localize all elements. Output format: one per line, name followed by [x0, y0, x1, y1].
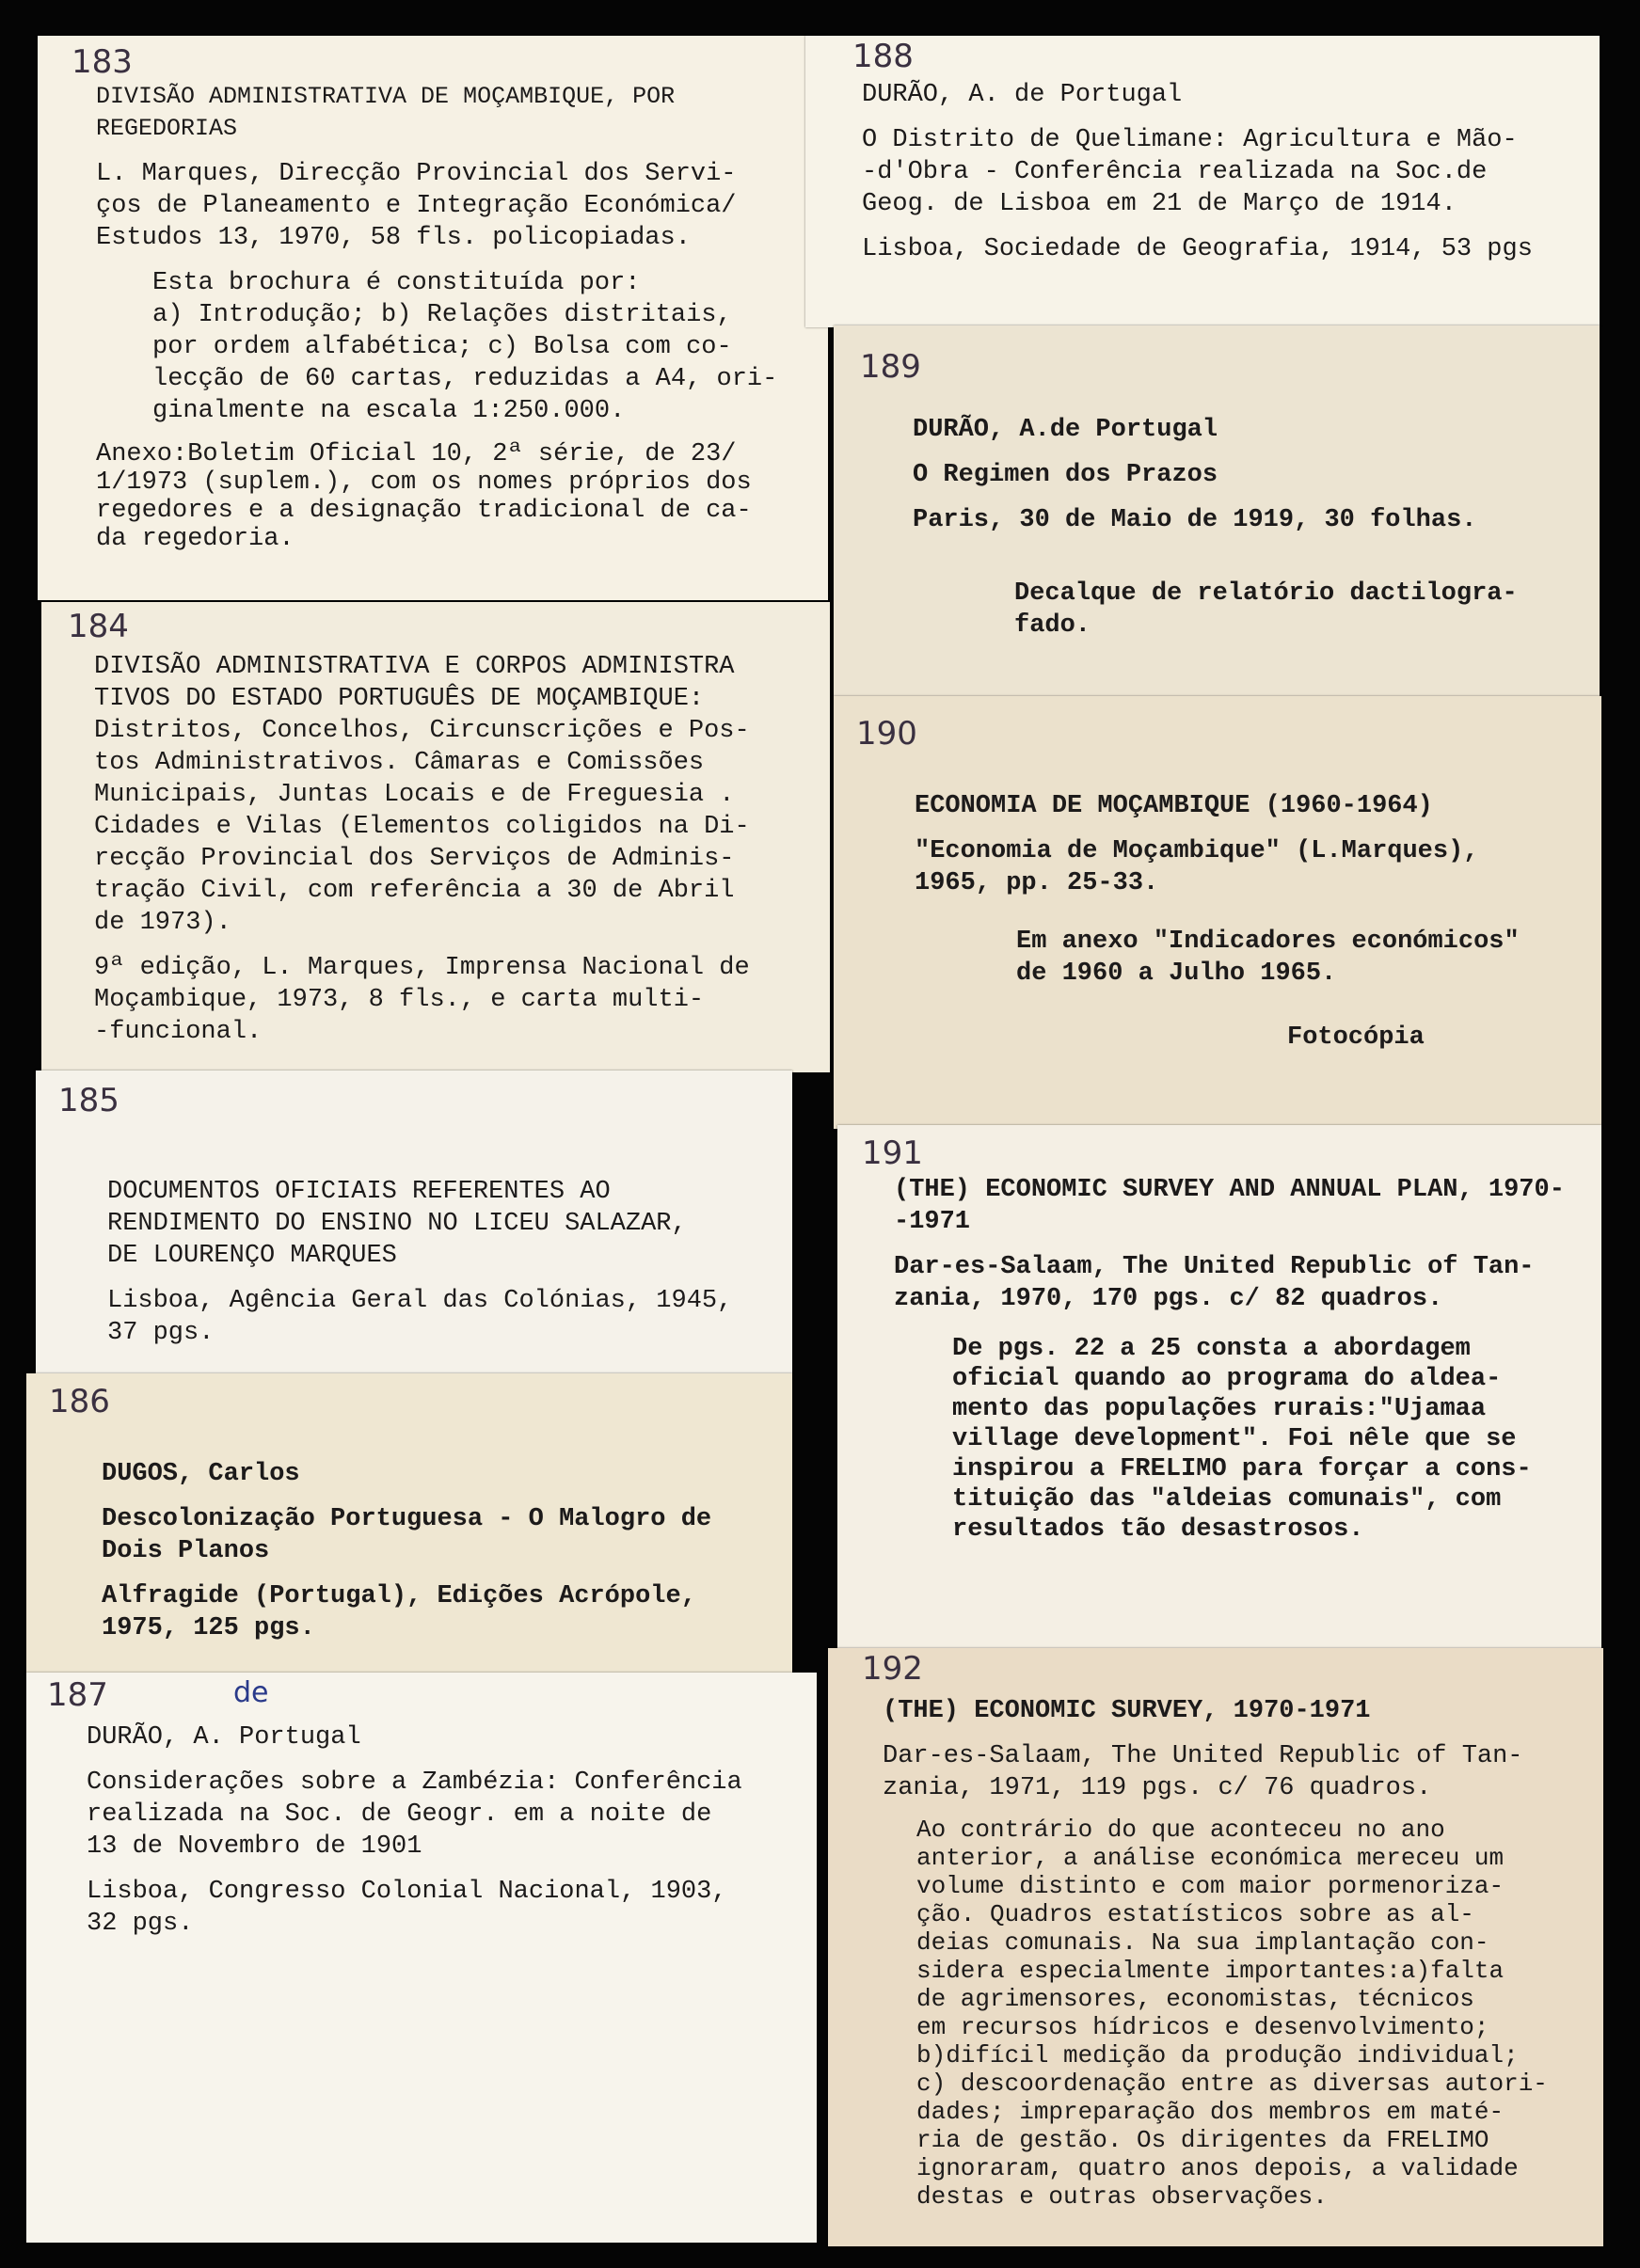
card-number: 185: [58, 1082, 119, 1119]
card-author: DURÃO, A. Portugal: [87, 1723, 361, 1752]
card-publication: 9ª edição, L. Marques, Imprensa Nacional de Moçambique, 1973, 8 fls., e carta multi- -funcional.: [94, 954, 750, 1046]
card-number: 188: [852, 38, 914, 75]
catalog-card-186: [26, 1373, 792, 1676]
card-publication: Lisboa, Agência Geral das Colónias, 1945, 37 pgs.: [107, 1287, 733, 1347]
card-title: (THE) ECONOMIC SURVEY, 1970-1971: [883, 1697, 1371, 1725]
card-title: DIVISÃO ADMINISTRATIVA DE MOÇAMBIQUE, POR REGEDORIAS: [96, 83, 676, 142]
card-format: Fotocópia: [1287, 1023, 1425, 1052]
card-number: 192: [862, 1650, 923, 1688]
card-publication: Lisboa, Sociedade de Geografia, 1914, 53 pgs: [862, 235, 1533, 263]
card-publication: Lisboa, Congresso Colonial Nacional, 1903, 32 pgs.: [87, 1878, 727, 1938]
card-title: ECONOMIA DE MOÇAMBIQUE (1960-1964): [915, 792, 1433, 820]
card-author: DUGOS, Carlos: [102, 1460, 300, 1488]
card-title: DOCUMENTOS OFICIAIS REFERENTES AO RENDIMENTO DO ENSINO NO LICEU SALAZAR, DE LOURENÇO MARQUES: [107, 1178, 687, 1270]
card-number: 190: [856, 715, 917, 753]
handwritten-correction: de: [233, 1676, 269, 1709]
card-title: O Regimen dos Prazos: [913, 461, 1218, 489]
catalog-card-191: [837, 1125, 1601, 1652]
card-note: Esta brochura é constituída por: a) Introdução; b) Relações distritais, por ordem alfabética; c) Bolsa com co- lecção de 60 cartas, reduzidas a A4, ori- ginalmente na escala 1:250.000.: [152, 269, 778, 425]
card-note: Decalque de relatório dactilogra- fado.: [1014, 579, 1518, 640]
catalog-card-192: [828, 1648, 1603, 2246]
card-publication: L. Marques, Direcção Provincial dos Servi- ços de Planeamento e Integração Económica/ Estudos 13, 1970, 58 fls. policopiadas.: [96, 160, 737, 252]
card-author: DURÃO, A. de Portugal: [862, 81, 1183, 109]
catalog-card-187: [26, 1673, 817, 2243]
catalog-card-185: [36, 1071, 792, 1381]
card-publication: Alfragide (Portugal), Edições Acrópole, 1975, 125 pgs.: [102, 1582, 696, 1642]
card-number: 184: [68, 608, 129, 645]
card-publication: Paris, 30 de Maio de 1919, 30 folhas.: [913, 506, 1477, 534]
card-publication: Dar-es-Salaam, The United Republic of Tan- zania, 1971, 119 pgs. c/ 76 quadros.: [883, 1742, 1523, 1802]
card-note: De pgs. 22 a 25 consta a abordagem oficial quando ao programa do aldea- mento das populações rurais:"Ujamaa village development". Foi nêle que se inspirou a FRELIMO para forçar a cons- tituição das "aldeias comunais", com resultados tão desastrosos.: [952, 1335, 1532, 1544]
catalog-card-183: [38, 36, 828, 600]
card-title: DIVISÃO ADMINISTRATIVA E CORPOS ADMINISTRA TIVOS DO ESTADO PORTUGUÊS DE MOÇAMBIQUE: Distritos, Concelhos, Circunscrições e Pos- tos Administrativos. Câmaras e Comissões Municipais, Juntas Locais e de Freguesia . Cidades e Vilas (Elementos coligidos na Di- recção Provincial dos Serviços de Adminis- tração Civil, com referência a 30 de Abril de 1973).: [94, 653, 750, 937]
card-title: (THE) ECONOMIC SURVEY AND ANNUAL PLAN, 1970- -1971: [894, 1176, 1565, 1236]
card-title: Descolonização Portuguesa - O Malogro de Dois Planos: [102, 1505, 712, 1565]
catalog-card-184: [41, 602, 830, 1072]
card-number: 187: [47, 1676, 108, 1714]
card-author: DURÃO, A.de Portugal: [913, 416, 1218, 444]
card-number: 183: [72, 43, 133, 81]
catalog-card-188: [805, 36, 1600, 327]
card-title: Considerações sobre a Zambézia: Conferência realizada na Soc. de Geogr. em a noite de 13 de Novembro de 1901: [87, 1768, 742, 1861]
card-annex: Anexo:Boletim Oficial 10, 2ª série, de 23/ 1/1973 (suplem.), com os nomes próprios dos regedores e a designação tradicional de ca- da regedoria.: [96, 440, 752, 553]
card-note: Ao contrário do que aconteceu no ano anterior, a análise económica mereceu um volume distinto e com maior pormenoriza- ção. Quadros estatísticos sobre as al- deias comunais. Na sua implantação con- sidera especialmente importantes:a)falta de agrimensores, economistas, técnicos em recursos hídricos e desenvolvimento; b)difícil medição da produção individual; c) descoordenação entre as diversas autori- dades; impreparação dos membros em maté- ria de gestão. Os dirigentes da FRELIMO ignoraram, quatro anos depois, a validade destas e outras observações.: [916, 1816, 1548, 2211]
card-title: O Distrito de Quelimane: Agricultura e Mão- -d'Obra - Conferência realizada na Soc.de Geog. de Lisboa em 21 de Março de 1914.: [862, 126, 1518, 218]
card-note: Em anexo "Indicadores económicos" de 1960 a Julho 1965.: [1016, 928, 1520, 988]
card-number: 189: [860, 348, 921, 386]
card-publication: "Economia de Moçambique" (L.Marques), 1965, pp. 25-33.: [915, 837, 1479, 897]
catalog-card-189: [834, 325, 1600, 702]
catalog-card-190: [834, 696, 1601, 1129]
card-publication: Dar-es-Salaam, The United Republic of Tan- zania, 1970, 170 pgs. c/ 82 quadros.: [894, 1253, 1535, 1313]
card-number: 191: [862, 1134, 923, 1172]
card-number: 186: [49, 1383, 110, 1420]
